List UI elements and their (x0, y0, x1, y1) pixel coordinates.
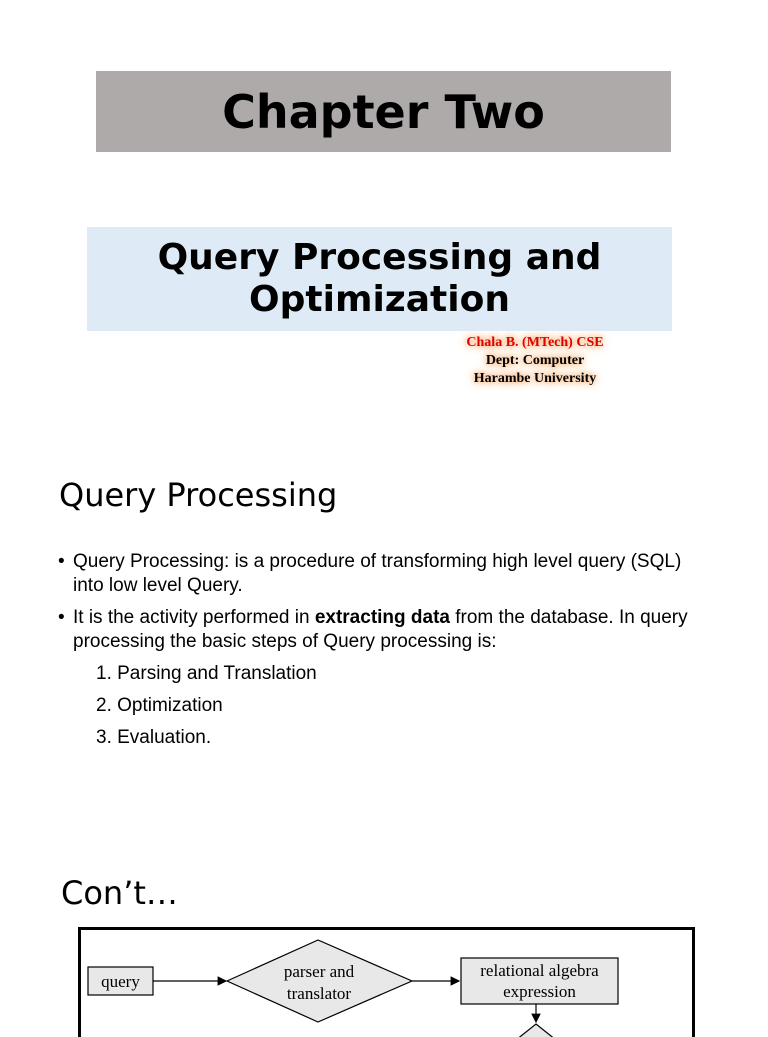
bullet-dot: • (58, 551, 65, 572)
bullet-text (73, 606, 708, 654)
rae-label-line1: relational algebra (480, 961, 599, 980)
bullet-text: Query Processing: is a procedure of transforming high level query (SQL) into low level Query. (73, 551, 682, 596)
bullet-dot: • (58, 607, 65, 628)
steps-list (96, 662, 708, 750)
parser-diamond (227, 940, 412, 1022)
diagram-svg (81, 930, 692, 1037)
bullet-item (58, 606, 708, 654)
bullet-list (58, 550, 708, 758)
rae-label-line2: expression (503, 982, 576, 1001)
author-block (440, 334, 630, 388)
author-dept: Dept: Computer (485, 353, 585, 368)
page-title: Chapter Two (222, 84, 545, 139)
step-item: 2. Optimization (96, 695, 223, 716)
query-processing-diagram (78, 927, 695, 1037)
bullet-text-after: from the database. In query processing the basic steps of Query processing is: (73, 607, 688, 652)
step-item: 3. Evaluation. (96, 727, 212, 748)
author-university: Harambe University (473, 371, 597, 386)
subtitle: Query Processing and Optimization (157, 237, 602, 320)
bullet-item (58, 550, 708, 598)
bullet-text-before: It is the activity performed in (73, 607, 315, 628)
subtitle-banner (87, 227, 672, 331)
query-label: query (101, 972, 140, 991)
parser-label-line2: translator (286, 984, 352, 1003)
step-item: 1. Parsing and Translation (96, 663, 317, 684)
parser-label-line1: parser and (283, 962, 355, 981)
section-heading-query-processing: Query Processing (59, 476, 338, 514)
author-name: Chala B. (MTech) CSE (466, 335, 604, 350)
optimizer-diamond-top (516, 1024, 556, 1037)
title-banner (96, 71, 671, 152)
bullet-text-bold: extracting data (314, 607, 450, 628)
section-heading-continued: Con’t… (61, 874, 178, 912)
